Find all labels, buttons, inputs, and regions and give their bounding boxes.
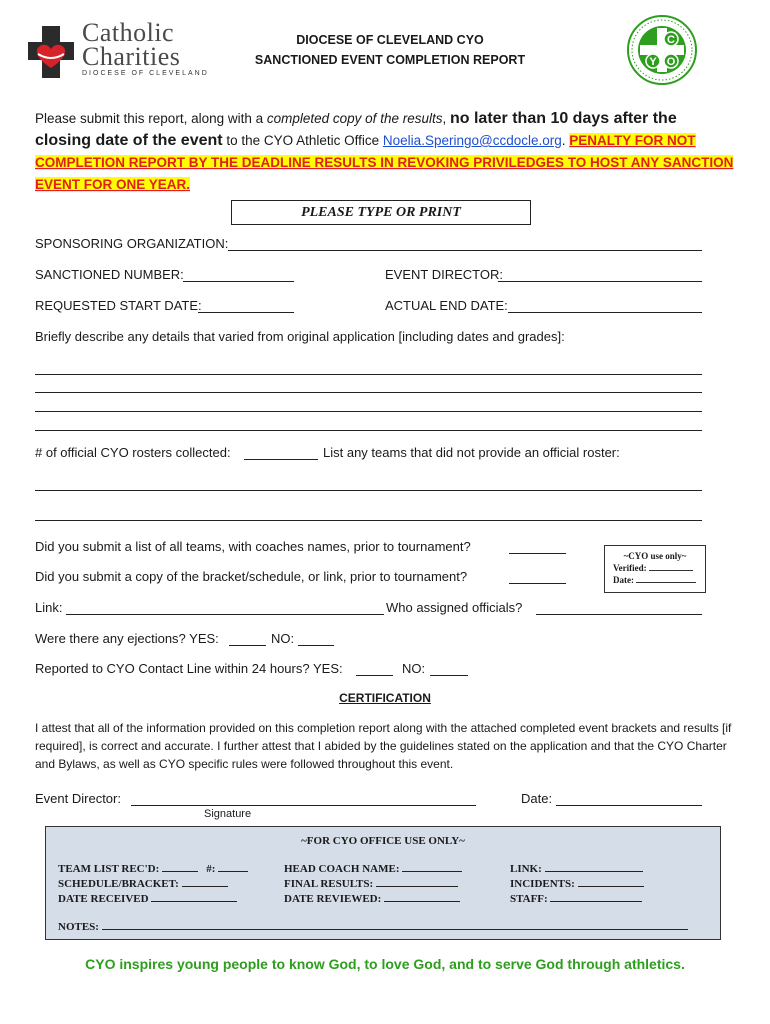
intro-part6: .	[561, 133, 570, 148]
penalty-notice: PENALTY FOR NOT COMPLETION REPORT BY THE DEADLINE RESULTS IN REVOKING PRIVILEDGES TO HOST ANY SANCTION EVENT FOR ONE YEAR.	[35, 133, 734, 192]
q-list-label: Did you submit a list of all teams, with coaches names, prior to tournament?	[35, 539, 471, 554]
team-list-field[interactable]	[162, 871, 198, 872]
rosters-label: # of official CYO rosters collected:	[35, 445, 231, 460]
logo-line1: Catholic	[82, 18, 175, 47]
link-label: Link:	[35, 600, 63, 615]
list-teams-label: List any teams that did not provide an official roster:	[323, 445, 620, 460]
cyo-seal-icon	[626, 14, 698, 86]
date-reviewed-label: DATE REVIEWED:	[284, 893, 382, 905]
hash-label: #:	[206, 863, 216, 875]
sanctioned-field[interactable]	[183, 281, 294, 282]
describe-line-3[interactable]	[35, 411, 702, 412]
intro-results: completed copy of the results	[266, 111, 443, 126]
cross-heart-icon	[26, 24, 76, 80]
incidents-label: INCIDENTS:	[510, 878, 575, 890]
team-list-label: TEAM LIST REC'D:	[58, 863, 160, 875]
ejections-no-label: NO:	[271, 631, 295, 646]
cyo-use-verified: Verified:	[613, 563, 647, 573]
verified-field[interactable]	[649, 570, 693, 571]
email-link[interactable]: Noelia.Speringo@ccdocle.org	[382, 133, 562, 148]
office-title: ~FOR CYO OFFICE USE ONLY~	[301, 835, 465, 847]
ejections-label: Were there any ejections? YES:	[35, 631, 219, 646]
intro-paragraph	[35, 108, 735, 196]
event-director-field[interactable]	[498, 281, 702, 282]
q-bracket-field[interactable]	[509, 583, 566, 584]
ejections-yes-field[interactable]	[229, 645, 266, 646]
incidents-field[interactable]	[578, 886, 644, 887]
please-type-box: PLEASE TYPE OR PRINT	[231, 200, 531, 225]
seal-letter-c: C	[667, 34, 675, 46]
logo-sub: DIOCESE OF CLEVELAND	[82, 70, 209, 77]
event-director-label: EVENT DIRECTOR:	[385, 267, 503, 282]
date-reviewed-field[interactable]	[384, 901, 460, 902]
q-bracket-label: Did you submit a copy of the bracket/schedule, or link, prior to tournament?	[35, 569, 468, 584]
seal-letter-y: Y	[649, 56, 657, 68]
reported-no-label: NO:	[402, 661, 426, 676]
sponsoring-field[interactable]	[228, 250, 702, 251]
reported-label: Reported to CYO Contact Line within 24 hours? YES:	[35, 661, 343, 676]
intro-part3: ,	[442, 111, 450, 126]
head-coach-field[interactable]	[402, 871, 462, 872]
schedule-field[interactable]	[182, 886, 228, 887]
staff-field[interactable]	[550, 901, 642, 902]
actual-end-label: ACTUAL END DATE:	[385, 298, 508, 313]
describe-line-2[interactable]	[35, 392, 702, 393]
requested-start-field[interactable]	[198, 312, 294, 313]
title-line2: SANCTIONED EVENT COMPLETION REPORT	[254, 53, 526, 67]
teams-line-1[interactable]	[35, 490, 702, 491]
notes-field[interactable]	[102, 929, 688, 930]
describe-line-1[interactable]	[35, 374, 702, 375]
signature-date-field[interactable]	[556, 805, 702, 806]
reported-yes-field[interactable]	[356, 675, 393, 676]
reported-no-field[interactable]	[430, 675, 468, 676]
footer-motto: CYO inspires young people to know God, to love God, and to serve God through athletics.	[85, 956, 685, 972]
date-received-field[interactable]	[151, 901, 237, 902]
title-line1: DIOCESE OF CLEVELAND CYO	[296, 33, 484, 47]
intro-part5: to the CYO Athletic Office	[222, 133, 383, 148]
certification-text: I attest that all of the information provided on this completion report along with the attached completed event brackets and results [if required], is correct and accurate. I further attest that I abided by the guidelines stated on the application and that the CYO Charter and Bylaws, as well as CYO specific rules were followed throughout this event.	[35, 721, 732, 771]
notes-label: NOTES:	[58, 921, 99, 933]
signature-date-label: Date:	[521, 791, 553, 806]
actual-end-field[interactable]	[508, 312, 702, 313]
describe-line-4[interactable]	[35, 430, 702, 431]
cyo-use-title: ~CYO use only~	[623, 551, 687, 561]
date-received-label: DATE RECEIVED	[58, 893, 149, 905]
final-results-label: FINAL RESULTS:	[284, 878, 374, 890]
page-title	[230, 30, 550, 70]
signature-caption: Signature	[204, 808, 252, 820]
rosters-field[interactable]	[244, 459, 318, 460]
who-assigned-label: Who assigned officials?	[386, 600, 523, 615]
link-field[interactable]	[66, 614, 384, 615]
staff-label: STAFF:	[510, 893, 548, 905]
final-results-field[interactable]	[376, 886, 458, 887]
logo-line2: Charities	[82, 42, 181, 71]
link-office-field[interactable]	[545, 871, 643, 872]
seal-letter-o: O	[666, 56, 676, 68]
intro-part1: Please submit this report, along with a	[35, 111, 267, 126]
sanctioned-label: SANCTIONED NUMBER:	[35, 267, 184, 282]
requested-start-label: REQUESTED START DATE:	[35, 298, 202, 313]
certification-title: CERTIFICATION	[339, 691, 431, 705]
ejections-no-field[interactable]	[298, 645, 334, 646]
schedule-label: SCHEDULE/BRACKET:	[58, 878, 179, 890]
teams-line-2[interactable]	[35, 520, 702, 521]
verified-date-field[interactable]	[636, 582, 696, 583]
intro-deadline: no later than 10 days after the closing date of the event	[35, 110, 677, 149]
q-list-field[interactable]	[509, 553, 566, 554]
sponsoring-label: SPONSORING ORGANIZATION:	[35, 236, 229, 251]
cyo-use-only-box	[604, 545, 706, 593]
head-coach-label: HEAD COACH NAME:	[284, 863, 400, 875]
cyo-use-date: Date:	[613, 575, 634, 585]
signature-field[interactable]	[131, 805, 476, 806]
office-use-box	[45, 826, 721, 940]
signature-event-director-label: Event Director:	[35, 791, 121, 806]
who-assigned-field[interactable]	[536, 614, 702, 615]
hash-field[interactable]	[218, 871, 248, 872]
link-office-label: LINK:	[510, 863, 542, 875]
describe-label: Briefly describe any details that varied from original application [including dates and grades]:	[35, 329, 565, 344]
